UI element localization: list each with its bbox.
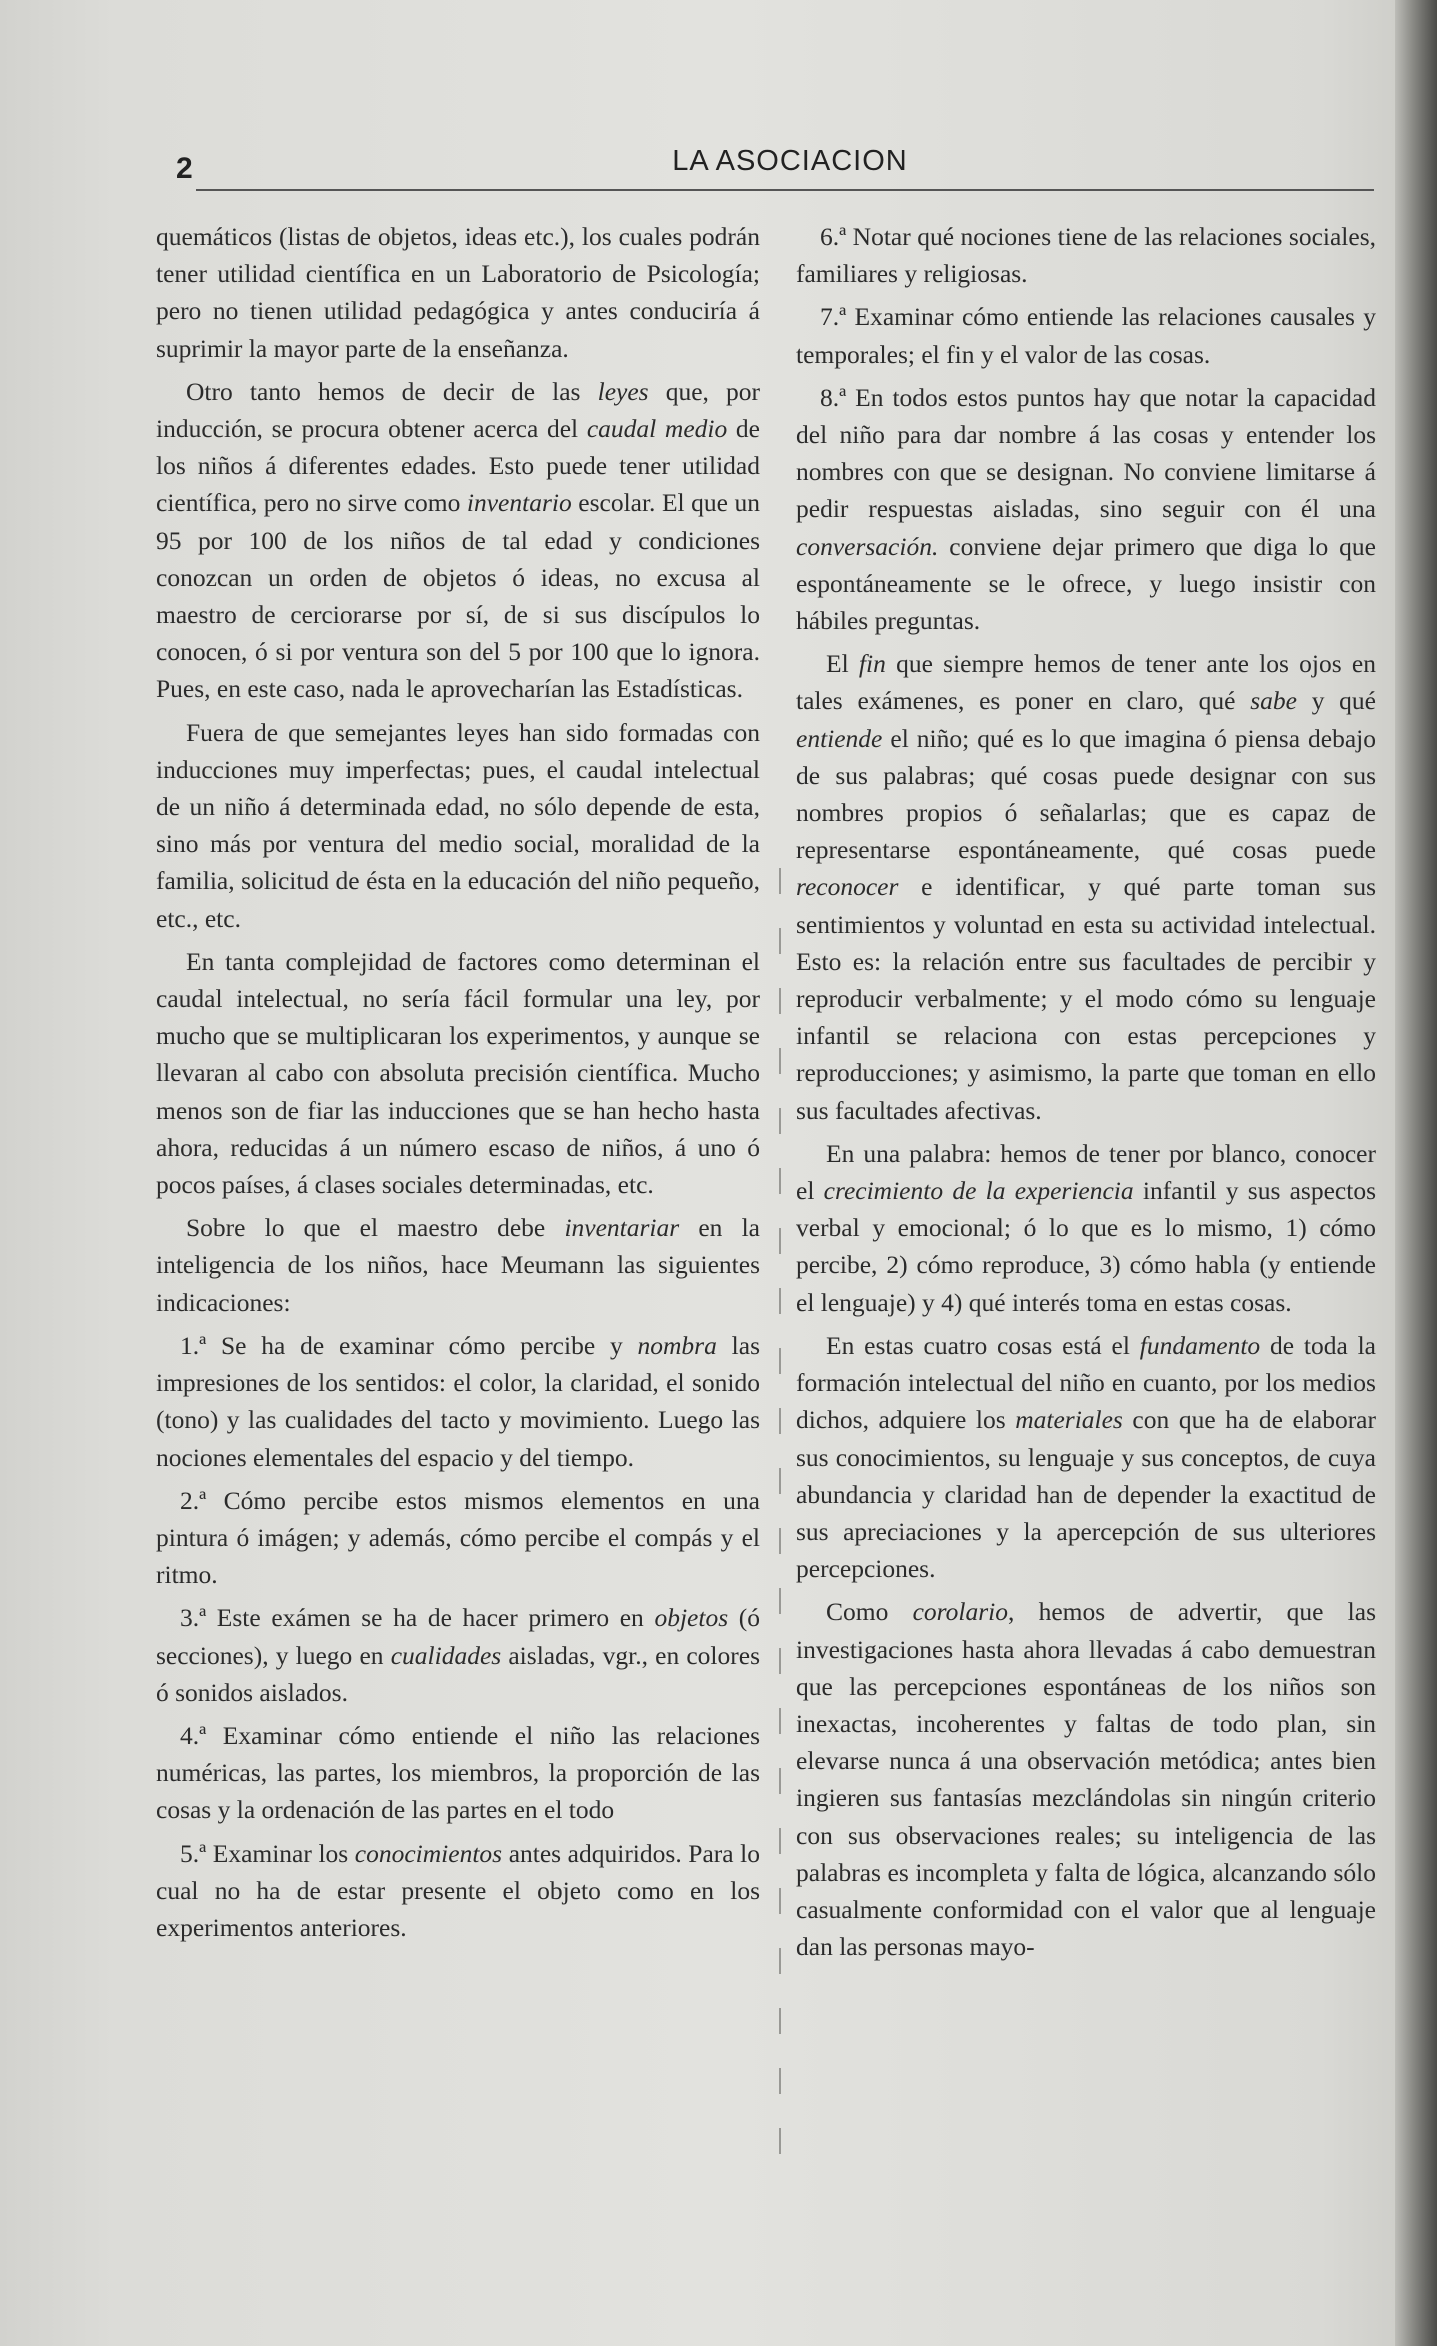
- italic-text: inventario: [466, 488, 572, 518]
- italic-text: leyes: [597, 376, 649, 406]
- left-column: [156, 218, 760, 1946]
- text-run: infantil y sus aspectos verbal y emocional; ó lo que es lo mismo, 1) cómo percibe, 2) cómo reproduce, 3) cómo habla (y entiende el lenguaje) y 4) qué interés toma en estas cosas.: [796, 1176, 1376, 1317]
- paragraph: [156, 218, 760, 367]
- italic-text: fundamento: [1139, 1330, 1261, 1360]
- paragraph: [796, 1327, 1376, 1587]
- italic-text: conversación.: [796, 531, 939, 561]
- list-item-paragraph: [156, 1482, 760, 1594]
- text-run: 8.ª En todos estos puntos hay que notar la capacidad del niño para dar nombre á las cosas y entender los nombres con que se designan. No conviene limitarse á pedir respuestas aisladas, sino seguir con él una: [796, 382, 1376, 524]
- italic-text: inventariar: [564, 1213, 680, 1243]
- text-run: En una palabra: hemos de tener por blanco, conocer el: [796, 1138, 1376, 1206]
- header-rule: [196, 189, 1374, 191]
- text-run: En tanta complejidad de factores como determinan el caudal intelectual, no sería fácil formular una ley, por mucho que se multiplicaran los experimentos, y aunque se llevaran al cabo con absoluta precisión científica. Mucho menos son de fiar las inducciones que se han hecho hasta ahora, reducidas á un número escaso de niños, á uno ó pocos países, á clases sociales determinadas, etc.: [156, 946, 760, 1200]
- text-run: (ó secciones), y luego en: [156, 1603, 761, 1670]
- paragraph: [156, 1209, 760, 1321]
- text-run: quemáticos (listas de objetos, ideas etc.), los cuales podrán tener utilidad científica en un Laboratorio de Psicología; pero no tienen utilidad pedagógica y antes conduciría á suprimir la mayor parte de la enseñanza.: [156, 222, 760, 363]
- list-item-paragraph: [156, 1717, 760, 1829]
- running-head: LA ASOCIACION: [672, 145, 908, 177]
- text-run: Sobre lo que el maestro debe: [186, 1213, 565, 1243]
- italic-text: sabe: [1250, 686, 1297, 716]
- text-run: 2.ª Cómo percibe estos mismos elementos en una pintura ó imágen; y además, cómo percibe el compás y el ritmo.: [156, 1485, 760, 1590]
- text-run: antes adquiridos. Para lo cual no ha de estar presente el objeto como en los experimentos anteriores.: [156, 1838, 760, 1942]
- paragraph: [156, 714, 760, 937]
- text-run: El: [826, 649, 859, 679]
- paragraph: [796, 1593, 1376, 1965]
- paragraph: [156, 943, 760, 1203]
- text-run: 5.ª Examinar los: [180, 1838, 355, 1868]
- text-run: que, por inducción, se procura obtener acerca del: [156, 376, 761, 444]
- text-run: Fuera de que semejantes leyes han sido formadas con inducciones muy imperfectas; pues, el caudal intelectual de un niño á determinada edad, no sólo depende de esta, sino más por ventura del medio social, moralidad de la familia, solicitud de ésta en la educación del niño pequeño, etc., etc.: [156, 717, 760, 933]
- text-run: , hemos de advertir, que las investigaciones hasta ahora llevadas á cabo demuestran que las percepciones espontáneas de los niños son inexactas, incoherentes y faltas de todo plan, sin elevarse nunca á una observación metódica; antes bien ingieren sus fantasías mezclándolas sin ningún criterio con sus observaciones reales; su inteligencia de las palabras es incompleta y falta de lógica, alcanzando sólo casualmente conformidad con el valor que al lenguaje dan las personas mayo-: [796, 1597, 1377, 1962]
- italic-text: objetos: [654, 1603, 729, 1633]
- page-number: 2: [176, 152, 193, 185]
- italic-text: crecimiento de la experiencia: [823, 1176, 1134, 1206]
- text-run: el niño; qué es lo que imagina ó piensa debajo de sus palabras; qué cosas puede designar con sus nombres propios ó señalarlas; que es capaz de representarse espontáneamente, qué cosas puede: [796, 723, 1376, 865]
- text-run: 1.ª Se ha de examinar cómo percibe y: [180, 1330, 638, 1360]
- paragraph: [796, 645, 1376, 1129]
- italic-text: entiende: [796, 723, 883, 753]
- text-run: que siempre hemos de tener ante los ojos en tales exámenes, es poner en claro, qué: [796, 649, 1377, 716]
- text-run: 3.ª Este exámen se ha de hacer primero en: [180, 1603, 655, 1633]
- text-run: 4.ª Examinar cómo entiende el niño las relaciones numéricas, las partes, los miembros, la proporción de las cosas y la ordenación de las partes en el todo: [156, 1720, 760, 1825]
- list-item-paragraph: [156, 1327, 760, 1476]
- text-run: las impresiones de los sentidos: el color, la claridad, el sonido (tono) y las cualidades del tacto y movimiento. Luego las nociones elementales del espacio y del tiempo.: [156, 1330, 760, 1472]
- list-item-paragraph: [796, 379, 1376, 639]
- paragraph: [796, 1135, 1376, 1321]
- text-run: con que ha de elaborar sus conocimientos, su lenguaje y sus conceptos, de cuya abundancia y claridad han de depender la exactitud de sus apreciaciones y la apercepción de sus ulteriores percepciones.: [796, 1405, 1376, 1584]
- italic-text: nombra: [637, 1330, 717, 1360]
- list-item-paragraph: [796, 298, 1376, 372]
- text-run: Como: [826, 1597, 913, 1627]
- text-run: En estas cuatro cosas está el: [826, 1330, 1140, 1360]
- text-run: escolar. El que un 95 por 100 de los niños de tal edad y condiciones conozcan un orden de objetos ó ideas, no excusa al maestro de cerciorarse por sí, de si sus discípulos lo conocen, ó si por ventura son del 5 por 100 que lo ignora. Pues, en este caso, nada le aprovecharían las Estadísticas.: [156, 488, 760, 704]
- text-run: Otro tanto hemos de decir de las: [186, 376, 598, 406]
- list-item-paragraph: [796, 218, 1376, 292]
- paragraph: [156, 373, 760, 708]
- text-run: de toda la formación intelectual del niño en cuanto, por los medios dichos, adquiere los: [796, 1330, 1377, 1435]
- text-run: de los niños á diferentes edades. Esto puede tener utilidad científica, pero no sirve como: [156, 414, 760, 518]
- text-run: conviene dejar primero que diga lo que espontáneamente se le ofrece, y luego insistir con hábiles preguntas.: [796, 531, 1376, 636]
- italic-text: conocimientos: [354, 1838, 503, 1868]
- italic-text: corolario: [912, 1597, 1008, 1627]
- italic-text: cualidades: [390, 1640, 502, 1670]
- right-column: [796, 218, 1376, 1965]
- italic-text: caudal medio: [586, 414, 728, 444]
- list-item-paragraph: [156, 1599, 760, 1711]
- text-run: 6.ª Notar qué nociones tiene de las relaciones sociales, familiares y religiosas.: [796, 222, 1376, 289]
- text-run: aisladas, vgr., en colores ó sonidos aislados.: [156, 1640, 761, 1707]
- list-item-paragraph: [156, 1835, 760, 1947]
- italic-text: reconocer: [796, 872, 899, 902]
- italic-text: fin: [858, 649, 886, 679]
- column-divider: [779, 868, 781, 2158]
- text-run: y qué: [1296, 686, 1376, 716]
- text-run: 7.ª Examinar cómo entiende las relaciones causales y temporales; el fin y el valor de las cosas.: [796, 302, 1376, 369]
- page-binding-shadow: [1395, 0, 1437, 2346]
- text-run: e identificar, y qué parte toman sus sentimientos y voluntad en esta su actividad intelectual. Esto es: la relación entre sus facultades de percibir y reproducir verbalmente; y el modo cómo su lenguaje infantil se relaciona con estas percepciones y reproducciones; y asimismo, la parte que toman en ello sus facultades afectivas.: [796, 872, 1376, 1125]
- text-run: en la inteligencia de los niños, hace Meumann las siguientes indicaciones:: [156, 1213, 760, 1317]
- italic-text: materiales: [1015, 1405, 1123, 1435]
